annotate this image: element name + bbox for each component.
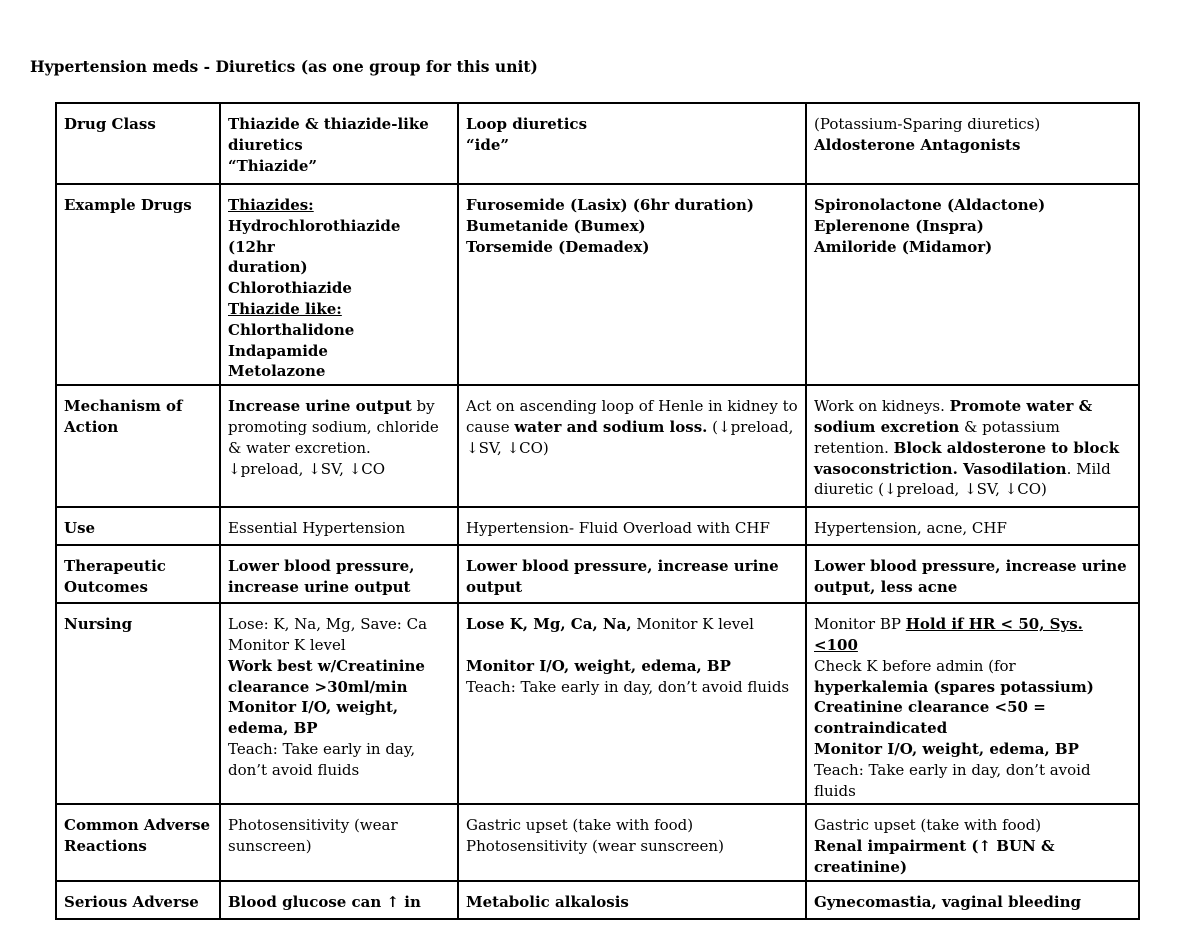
nursing-line: Monitor I/O, weight, edema, BP (814, 739, 1079, 758)
header-loop (458, 103, 806, 184)
drug-item: Torsemide (Demadex) (466, 237, 650, 256)
nursing-line (814, 614, 1131, 656)
nursing-line: Monitor K level (228, 635, 346, 654)
thiazide-common-adverse: Photosensitivity (wear sunscreen) (220, 804, 458, 880)
row-nursing (56, 603, 1139, 804)
potassium-mechanism (806, 385, 1139, 507)
row-serious-adverse (56, 881, 1139, 919)
row-drug-class (56, 103, 1139, 184)
thiazide-serious-adverse: Blood glucose can ↑ in (220, 881, 458, 919)
thiazide-heading: Thiazides: (228, 196, 314, 214)
adverse-line: Photosensitivity (wear sunscreen) (466, 837, 724, 856)
drug-item: Furosemide (Lasix) (6hr duration) (466, 196, 754, 214)
header-loop-line: Loop diuretics (466, 115, 588, 133)
nursing-teach: Teach: Take early in day, don’t avoid fluids (466, 677, 790, 696)
loop-nursing (458, 603, 806, 804)
loop-use: Hypertension- Fluid Overload with CHF (458, 507, 806, 545)
drug-item: Indapamide (228, 341, 328, 360)
mechanism-text: & potassium retention. (814, 417, 1060, 457)
drug-item: duration) (228, 258, 308, 277)
thiazide-mechanism (220, 385, 458, 507)
nursing-line: Lose: K, Na, Mg, Save: Ca (228, 615, 428, 634)
mechanism-text: . Mild diuretic (↓preload, ↓SV, ↓CO) (814, 459, 1111, 499)
row-common-adverse (56, 804, 1139, 880)
nursing-teach: Teach: Take early in day, don’t avoid fluids (814, 760, 1091, 800)
nursing-emphasis: Lose K, Mg, Ca, Na, (466, 615, 632, 634)
row-label-use: Use (56, 507, 220, 545)
thiazide-outcome: Lower blood pressure, increase urine output (220, 545, 458, 603)
mechanism-emphasis: water and sodium loss. (514, 417, 708, 436)
drug-item: Chlorothiazide (228, 279, 352, 298)
drug-item: Bumetanide (Bumex) (466, 216, 646, 235)
loop-common-adverse (458, 804, 806, 880)
nursing-line: Work best w/Creatinine clearance >30ml/min (228, 656, 425, 696)
loop-examples (458, 184, 806, 385)
loop-mechanism (458, 385, 806, 507)
mechanism-emphasis: Increase urine output (228, 397, 412, 416)
mechanism-text: by promoting sodium, chloride & water excretion. ↓preload, ↓SV, ↓CO (228, 397, 439, 478)
header-thiazide-line: “Thiazide” (228, 156, 317, 175)
drug-item: Amiloride (Midamor) (814, 237, 993, 256)
nursing-hold-criteria: Hold if HR < 50, Sys. <100 (814, 615, 1083, 654)
nursing-text: Monitor BP (814, 615, 906, 634)
adverse-line: Renal impairment (↑ BUN & creatinine) (814, 837, 1055, 876)
thiazide-use: Essential Hypertension (220, 507, 458, 545)
row-mechanism (56, 385, 1139, 507)
page-title: Hypertension meds - Diuretics (as one group for this unit) (30, 57, 538, 76)
adverse-line: Gastric upset (take with food) (814, 816, 1042, 835)
nursing-emphasis: hyperkalemia (spares potassium) (814, 677, 1094, 696)
thiazide-examples (220, 184, 458, 385)
row-therapeutic-outcomes (56, 545, 1139, 603)
row-label-common-adverse: Common Adverse Reactions (56, 804, 220, 880)
mechanism-emphasis: Block aldosterone to block vasoconstriction. Vasodilation (814, 438, 1120, 478)
nursing-line: Monitor I/O, weight, edema, BP (466, 656, 731, 675)
header-thiazide-line: Thiazide & thiazide-like (228, 115, 429, 133)
row-label-drug-class: Drug Class (56, 103, 220, 184)
drug-item: Spironolactone (Aldactone) (814, 196, 1046, 214)
potassium-outcome: Lower blood pressure, increase urine output, less acne (806, 545, 1139, 603)
nursing-line: Creatinine clearance <50 = contraindicated (814, 698, 1046, 738)
spacer (466, 635, 798, 656)
diuretics-table (55, 102, 1140, 920)
header-potassium-subtitle: (Potassium-Sparing diuretics) (814, 115, 1041, 133)
thiazide-nursing (220, 603, 458, 804)
row-label-mechanism: Mechanism of Action (56, 385, 220, 507)
header-thiazide-line: diuretics (228, 135, 303, 154)
drug-item: Metolazone (228, 362, 326, 381)
loop-outcome: Lower blood pressure, increase urine output (458, 545, 806, 603)
header-thiazide (220, 103, 458, 184)
potassium-use: Hypertension, acne, CHF (806, 507, 1139, 545)
potassium-nursing (806, 603, 1139, 804)
mechanism-text: (↓preload, ↓SV, ↓CO) (466, 417, 794, 457)
header-potassium-sparing (806, 103, 1139, 184)
nursing-line (466, 614, 798, 635)
row-label-nursing: Nursing (56, 603, 220, 804)
mechanism-text: Act on ascending loop of Henle in kidney to cause (466, 397, 798, 436)
adverse-line: Gastric upset (take with food) (466, 816, 694, 835)
header-potassium-title: Aldosterone Antagonists (814, 135, 1021, 154)
potassium-serious-adverse: Gynecomastia, vaginal bleeding (806, 881, 1139, 919)
row-label-serious-adverse: Serious Adverse (56, 881, 220, 919)
drug-item: Eplerenone (Inspra) (814, 216, 984, 235)
row-example-drugs (56, 184, 1139, 385)
loop-serious-adverse: Metabolic alkalosis (458, 881, 806, 919)
potassium-examples (806, 184, 1139, 385)
drug-item: Hydrochlorothiazide (12hr (228, 216, 401, 256)
row-label-therapeutic: Therapeutic Outcomes (56, 545, 220, 603)
nursing-line (814, 656, 1131, 698)
nursing-text: Check K before admin (for (814, 656, 1016, 675)
nursing-text: Monitor K level (631, 615, 754, 634)
potassium-common-adverse (806, 804, 1139, 880)
row-label-example-drugs: Example Drugs (56, 184, 220, 385)
drug-item: Chlorthalidone (228, 320, 355, 339)
mechanism-text: Work on kidneys. (814, 397, 950, 416)
nursing-line: Monitor I/O, weight, edema, BP (228, 698, 399, 738)
header-loop-line: “ide” (466, 135, 509, 154)
thiazide-like-heading: Thiazide like: (228, 299, 342, 318)
row-use (56, 507, 1139, 545)
nursing-teach: Teach: Take early in day, don’t avoid fluids (228, 739, 416, 779)
mechanism-emphasis: Promote water & sodium excretion (814, 397, 1093, 436)
